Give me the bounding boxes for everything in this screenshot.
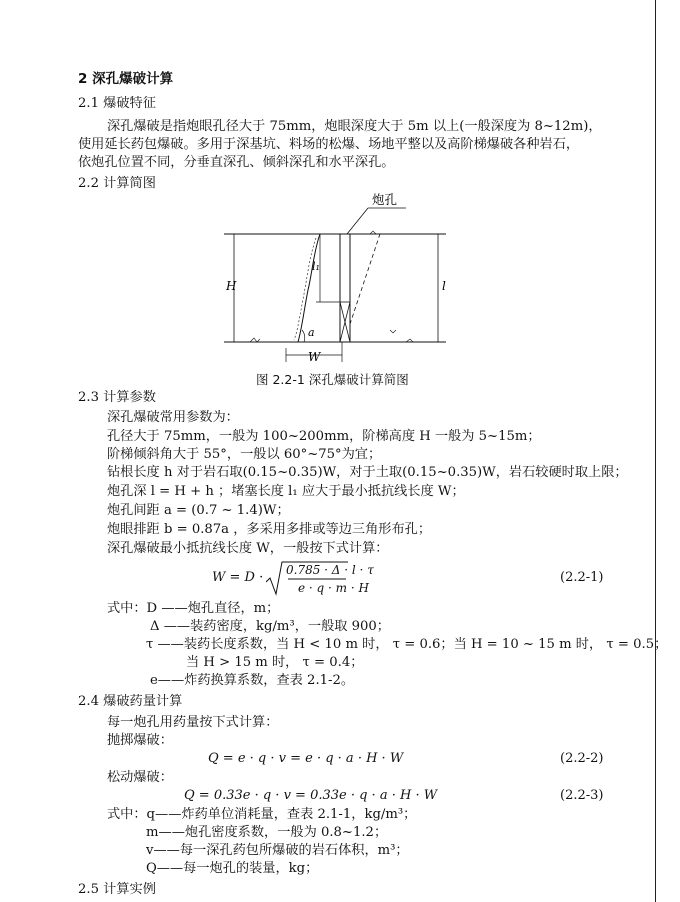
equation-2-2-2: Q = e · q · v = e · q · a · H · W (208, 751, 404, 766)
subsection-title-2-5: 2.5 计算实例 (78, 882, 156, 897)
blast-hole (340, 234, 350, 342)
where-line: τ ——装药长度系数，当 H < 10 m 时， τ = 0.6；当 H = 10 ~ 15 m 时， τ = 0.5； (146, 637, 668, 652)
where-line: v——每一深孔药包所爆破的岩石体积，m³； (146, 843, 409, 858)
paragraph-line: 抛掷爆破： (107, 733, 173, 748)
paragraph-line: 使用延长药包爆破。多用于深基坑、料场的松爆、场地平整以及高阶梯爆破各种岩石， (78, 137, 580, 152)
paragraph-line: 深孔爆破是指炮眼孔径大于 75mm，炮眼深度大于 5m 以上(一般深度为 8~12m)， (107, 119, 602, 134)
where-line: Q——每一炮孔的装量，kg； (146, 861, 319, 876)
hole-leader-line (347, 208, 368, 234)
paragraph-line: 深孔爆破常用参数为： (107, 410, 239, 425)
equation-number: (2.2-1) (560, 570, 604, 585)
subsection-title-2-2: 2.2 计算简图 (78, 176, 156, 191)
label-H: H (226, 279, 237, 293)
label-l1: l₁ (312, 260, 320, 273)
paragraph-line: 炮孔间距 a = (0.7 ~ 1.4)W； (107, 503, 290, 518)
paragraph-line: 阶梯倾斜角大于 55°，一般以 60°~75°为宜； (107, 447, 382, 462)
label-a: a (308, 326, 315, 339)
paragraph-line: 炮眼排距 b = 0.87a ，多采用多排或等边三角形布孔； (107, 522, 432, 537)
where-line: e——炸药换算系数，查表 2.1-2。 (150, 673, 355, 688)
equation-denominator: e · q · m · H (298, 581, 369, 595)
where-line: Δ ——装药密度，kg/m³，一般取 900； (150, 619, 390, 634)
paragraph-line: 深孔爆破最小抵抗线长度 W，一般按下式计算： (107, 541, 389, 556)
where-line: 式中：q——炸药单位消耗量，查表 2.1-1，kg/m³； (107, 807, 417, 822)
paragraph-line: 炮孔深 l = H + h ；堵塞长度 l₁ 应大于最小抵抗线长度 W； (107, 484, 465, 499)
paragraph-line: 钻根长度 h 对于岩石取(0.15~0.35)W，对于土取(0.15~0.35)W，岩石较硬时取上限； (107, 465, 628, 480)
page-border-line (655, 0, 656, 902)
paragraph-line: 松动爆破： (107, 770, 173, 785)
equation-number: (2.2-3) (560, 788, 604, 803)
paragraph-line: 每一炮孔用药量按下式计算： (107, 715, 279, 730)
label-W: W (308, 350, 321, 364)
break-line (350, 234, 380, 324)
figure-caption: 图 2.2-1 深孔爆破计算简图 (256, 372, 409, 387)
paragraph-line: 依炮孔位置不同，分垂直深孔、倾斜深孔和水平深孔。 (78, 155, 395, 170)
equation-lhs: W = D · (212, 570, 264, 585)
blasting-diagram (220, 190, 460, 368)
label-l: l (442, 279, 446, 293)
equation-2-2-3: Q = 0.33e · q · v = 0.33e · q · a · H · W (184, 788, 438, 803)
slope-hatch (294, 238, 316, 340)
subsection-title-2-4: 2.4 爆破药量计算 (78, 694, 183, 709)
hole-label: 炮孔 (372, 192, 398, 207)
section-heading: 2 深孔爆破计算 (78, 71, 174, 87)
where-line: 当 H > 15 m 时， τ = 0.4； (186, 655, 364, 670)
equation-number: (2.2-2) (560, 751, 604, 766)
paragraph-line: 孔径大于 75mm，一般为 100~200mm，阶梯高度 H 一般为 5~15m； (107, 429, 541, 444)
equation-numerator: 0.785 · Δ · l · τ (286, 563, 374, 577)
where-line: m——炮孔密度系数，一般为 0.8~1.2； (146, 825, 388, 840)
where-line: 式中：D ——炮孔直径，m； (107, 601, 280, 616)
subsection-title-2-3: 2.3 计算参数 (78, 390, 156, 405)
subsection-title-2-1: 2.1 爆破特征 (78, 96, 156, 111)
